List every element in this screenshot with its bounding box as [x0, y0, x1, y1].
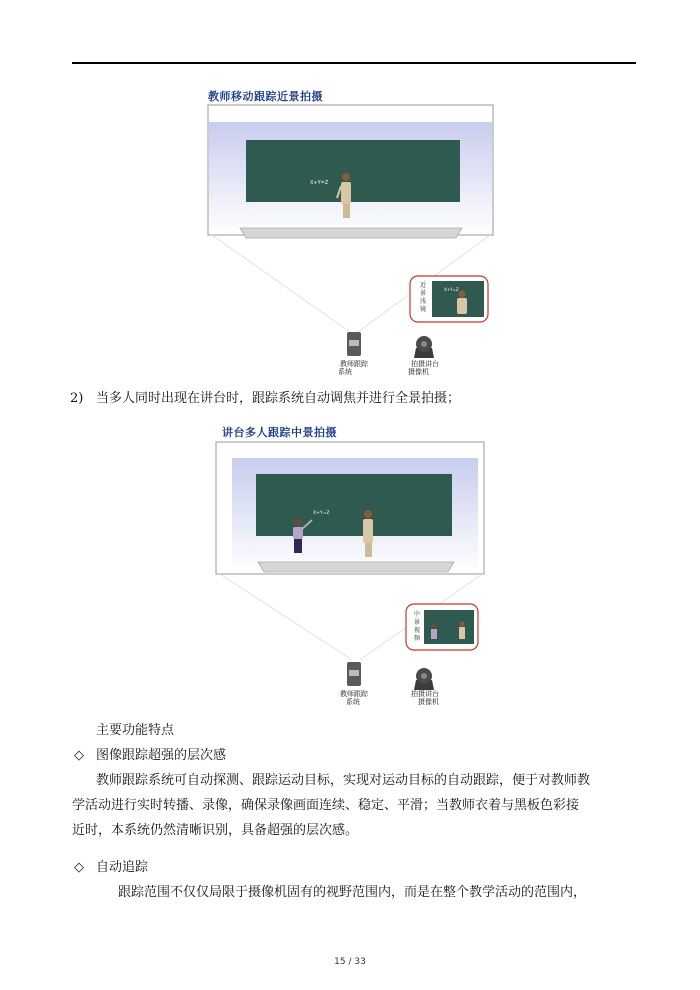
figure2-blackboard [256, 474, 452, 536]
figure1-board-formula: X+Y=Z [310, 180, 329, 186]
figure1-inset-label-1: 景 [420, 290, 427, 297]
figure2-tracker-label-1: 系统 [346, 698, 360, 706]
figure1-inset-label-3: 镜 [420, 306, 427, 313]
feature2-bullet: ◇ [74, 860, 84, 875]
figure1-platform [240, 228, 462, 238]
figure1-camera-label-0: 拍摄讲台 [411, 360, 439, 368]
feature2-line-1: 跟踪范围不仅仅局限于摄像机固有的视野范围内，而是在整个教学活动的范围内， [118, 885, 587, 900]
figure2 [210, 436, 500, 706]
figure2-camera-icon [414, 668, 434, 690]
figure1-camera-label-1: 摄像机 [408, 368, 429, 376]
figure1-blackboard [246, 140, 460, 202]
figure1-inset-label-2: 浅 [420, 298, 427, 305]
features-heading: 主要功能特点 [96, 723, 175, 738]
feature1-line-2: 学活动进行实时转播、录像，确保录像画面连续、稳定、平滑；当教师衣着与黑板色彩接 [72, 798, 580, 813]
figure2-inset-label-2: 视 [414, 627, 421, 634]
item2-number: 2) [70, 391, 84, 406]
figure2-inset-label-3: 频 [414, 635, 421, 642]
feature1-line-3: 近时，本系统仍然清晰识别，具备超强的层次感。 [72, 823, 359, 838]
figure2-camera-label-1: 摄像机 [418, 698, 439, 706]
feature2-title: 自动追踪 [96, 860, 149, 875]
figure2-inset-label-1: 景 [414, 619, 421, 626]
page-number: 15 / 33 [334, 957, 366, 967]
feature1-line-1: 教师跟踪系统可自动探测、跟踪运动目标，实现对运动目标的自动跟踪，便于对教师教 [96, 773, 591, 788]
figure2-tracker-icon [347, 662, 361, 686]
figure2-inset-label-0: 中 [414, 611, 421, 618]
figure1-tracker-label-1: 系统 [338, 368, 352, 376]
figure2-platform [258, 562, 454, 572]
figure1-tracker-icon [347, 332, 361, 356]
figure1-camera-icon [414, 336, 434, 358]
figure1-inset-formula: X+Y=Z [444, 287, 459, 292]
feature1-bullet: ◇ [74, 748, 84, 763]
figure2-camera-label-0: 拍摄讲台 [411, 690, 439, 698]
figure1-tracker-label-0: 教师跟踪 [340, 360, 368, 368]
figure1-inset-label-0: 近 [420, 282, 427, 289]
figure2-title: 讲台多人跟踪中景拍摄 [222, 426, 337, 439]
figure2-board-formula: X+Y=Z [313, 511, 330, 516]
feature1-title: 图像跟踪超强的层次感 [96, 748, 227, 763]
item2-text: 当多人同时出现在讲台时，跟踪系统自动调焦并进行全景拍摄； [96, 391, 461, 406]
header-rule [72, 62, 636, 64]
figure2-tracker-label-0: 教师跟踪 [340, 690, 368, 698]
figure1 [200, 100, 500, 370]
figure1-title: 教师移动跟踪近景拍摄 [208, 90, 323, 103]
